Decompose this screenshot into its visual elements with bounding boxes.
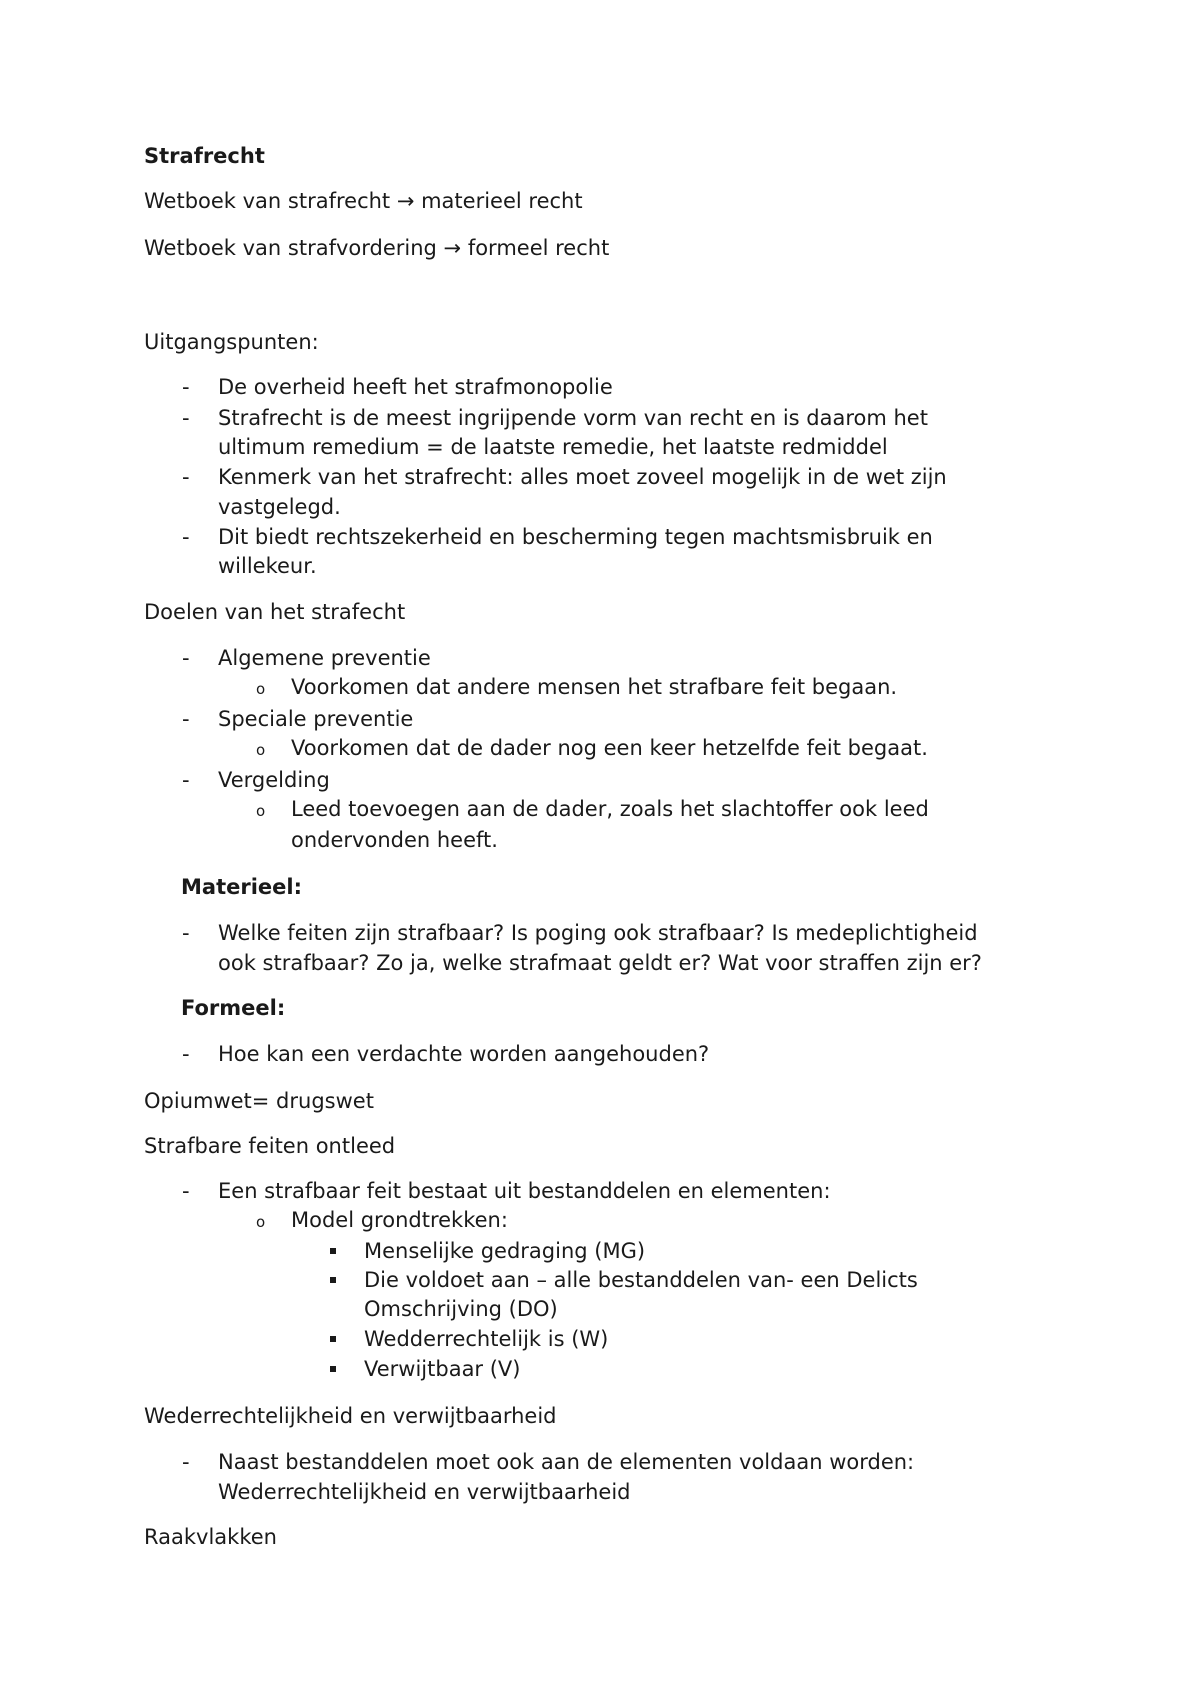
list-square-marker bbox=[330, 1366, 336, 1372]
model-item-do-line-1: Die voldoet aan – alle bestanddelen van- een Delicts bbox=[364, 1268, 918, 1292]
model-item-w: Wedderrechtelijk is (W) bbox=[364, 1327, 609, 1351]
doel-vergelding-sub-line-1: Leed toevoegen aan de dader, zoals het slachtoffer ook leed bbox=[291, 797, 929, 821]
list-circle-marker: o bbox=[256, 802, 266, 820]
formeel-heading: Formeel: bbox=[181, 996, 286, 1020]
wetboek-strafrecht-line: Wetboek van strafrecht → materieel recht bbox=[144, 189, 583, 213]
uitgangspunt-2-line-1: Strafrecht is de meest ingrijpende vorm van recht en is daarom het bbox=[218, 406, 928, 430]
doel-vergelding: Vergelding bbox=[218, 768, 330, 792]
document-title: Strafrecht bbox=[144, 144, 265, 168]
model-item-v: Verwijtbaar (V) bbox=[364, 1357, 521, 1381]
list-dash-marker: - bbox=[182, 525, 190, 549]
model-item-mg: Menselijke gedraging (MG) bbox=[364, 1239, 646, 1263]
materieel-heading: Materieel: bbox=[181, 875, 302, 899]
wederrechtelijkheid-heading: Wederrechtelijkheid en verwijtbaarheid bbox=[144, 1404, 557, 1428]
formeel-item: Hoe kan een verdachte worden aangehouden? bbox=[218, 1042, 710, 1066]
uitgangspunt-2-line-2: ultimum remedium = de laatste remedie, het laatste redmiddel bbox=[218, 435, 888, 459]
list-circle-marker: o bbox=[256, 680, 266, 698]
uitgangspunten-heading: Uitgangspunten: bbox=[144, 330, 319, 354]
list-square-marker bbox=[330, 1336, 336, 1342]
wetboek-strafvordering-line: Wetboek van strafvordering → formeel recht bbox=[144, 236, 610, 260]
doelen-heading: Doelen van het strafecht bbox=[144, 600, 406, 624]
strafbare-feiten-item: Een strafbaar feit bestaat uit bestanddelen en elementen: bbox=[218, 1179, 831, 1203]
doel-speciale-preventie-sub: Voorkomen dat de dader nog een keer hetzelfde feit begaat. bbox=[291, 736, 928, 760]
list-dash-marker: - bbox=[182, 1042, 190, 1066]
list-dash-marker: - bbox=[182, 1450, 190, 1474]
uitgangspunt-4-line-2: willekeur. bbox=[218, 554, 317, 578]
list-dash-marker: - bbox=[182, 1179, 190, 1203]
doel-algemene-preventie: Algemene preventie bbox=[218, 646, 431, 670]
list-dash-marker: - bbox=[182, 375, 190, 399]
uitgangspunt-3-line-2: vastgelegd. bbox=[218, 495, 341, 519]
model-item-do-line-2: Omschrijving (DO) bbox=[364, 1297, 558, 1321]
doel-speciale-preventie: Speciale preventie bbox=[218, 707, 414, 731]
strafbare-feiten-heading: Strafbare feiten ontleed bbox=[144, 1134, 396, 1158]
materieel-item-line-1: Welke feiten zijn strafbaar? Is poging ook strafbaar? Is medeplichtigheid bbox=[218, 921, 978, 945]
list-circle-marker: o bbox=[256, 1213, 266, 1231]
uitgangspunt-4-line-1: Dit biedt rechtszekerheid en bescherming tegen machtsmisbruik en bbox=[218, 525, 933, 549]
wederrechtelijkheid-item-line-1: Naast bestanddelen moet ook aan de elementen voldaan worden: bbox=[218, 1450, 915, 1474]
list-circle-marker: o bbox=[256, 741, 266, 759]
model-grondtrekken-label: Model grondtrekken: bbox=[291, 1208, 508, 1232]
doel-vergelding-sub-line-2: ondervonden heeft. bbox=[291, 828, 498, 852]
opiumwet-line: Opiumwet= drugswet bbox=[144, 1089, 374, 1113]
raakvlakken-heading: Raakvlakken bbox=[144, 1525, 277, 1549]
list-square-marker bbox=[330, 1277, 336, 1283]
uitgangspunt-1: De overheid heeft het strafmonopolie bbox=[218, 375, 613, 399]
materieel-item-line-2: ook strafbaar? Zo ja, welke strafmaat geldt er? Wat voor straffen zijn er? bbox=[218, 951, 982, 975]
list-dash-marker: - bbox=[182, 921, 190, 945]
list-square-marker bbox=[330, 1248, 336, 1254]
wederrechtelijkheid-item-line-2: Wederrechtelijkheid en verwijtbaarheid bbox=[218, 1480, 631, 1504]
list-dash-marker: - bbox=[182, 465, 190, 489]
doel-algemene-preventie-sub: Voorkomen dat andere mensen het strafbare feit begaan. bbox=[291, 675, 898, 699]
list-dash-marker: - bbox=[182, 707, 190, 731]
uitgangspunt-3-line-1: Kenmerk van het strafrecht: alles moet zoveel mogelijk in de wet zijn bbox=[218, 465, 947, 489]
list-dash-marker: - bbox=[182, 646, 190, 670]
list-dash-marker: - bbox=[182, 406, 190, 430]
list-dash-marker: - bbox=[182, 768, 190, 792]
